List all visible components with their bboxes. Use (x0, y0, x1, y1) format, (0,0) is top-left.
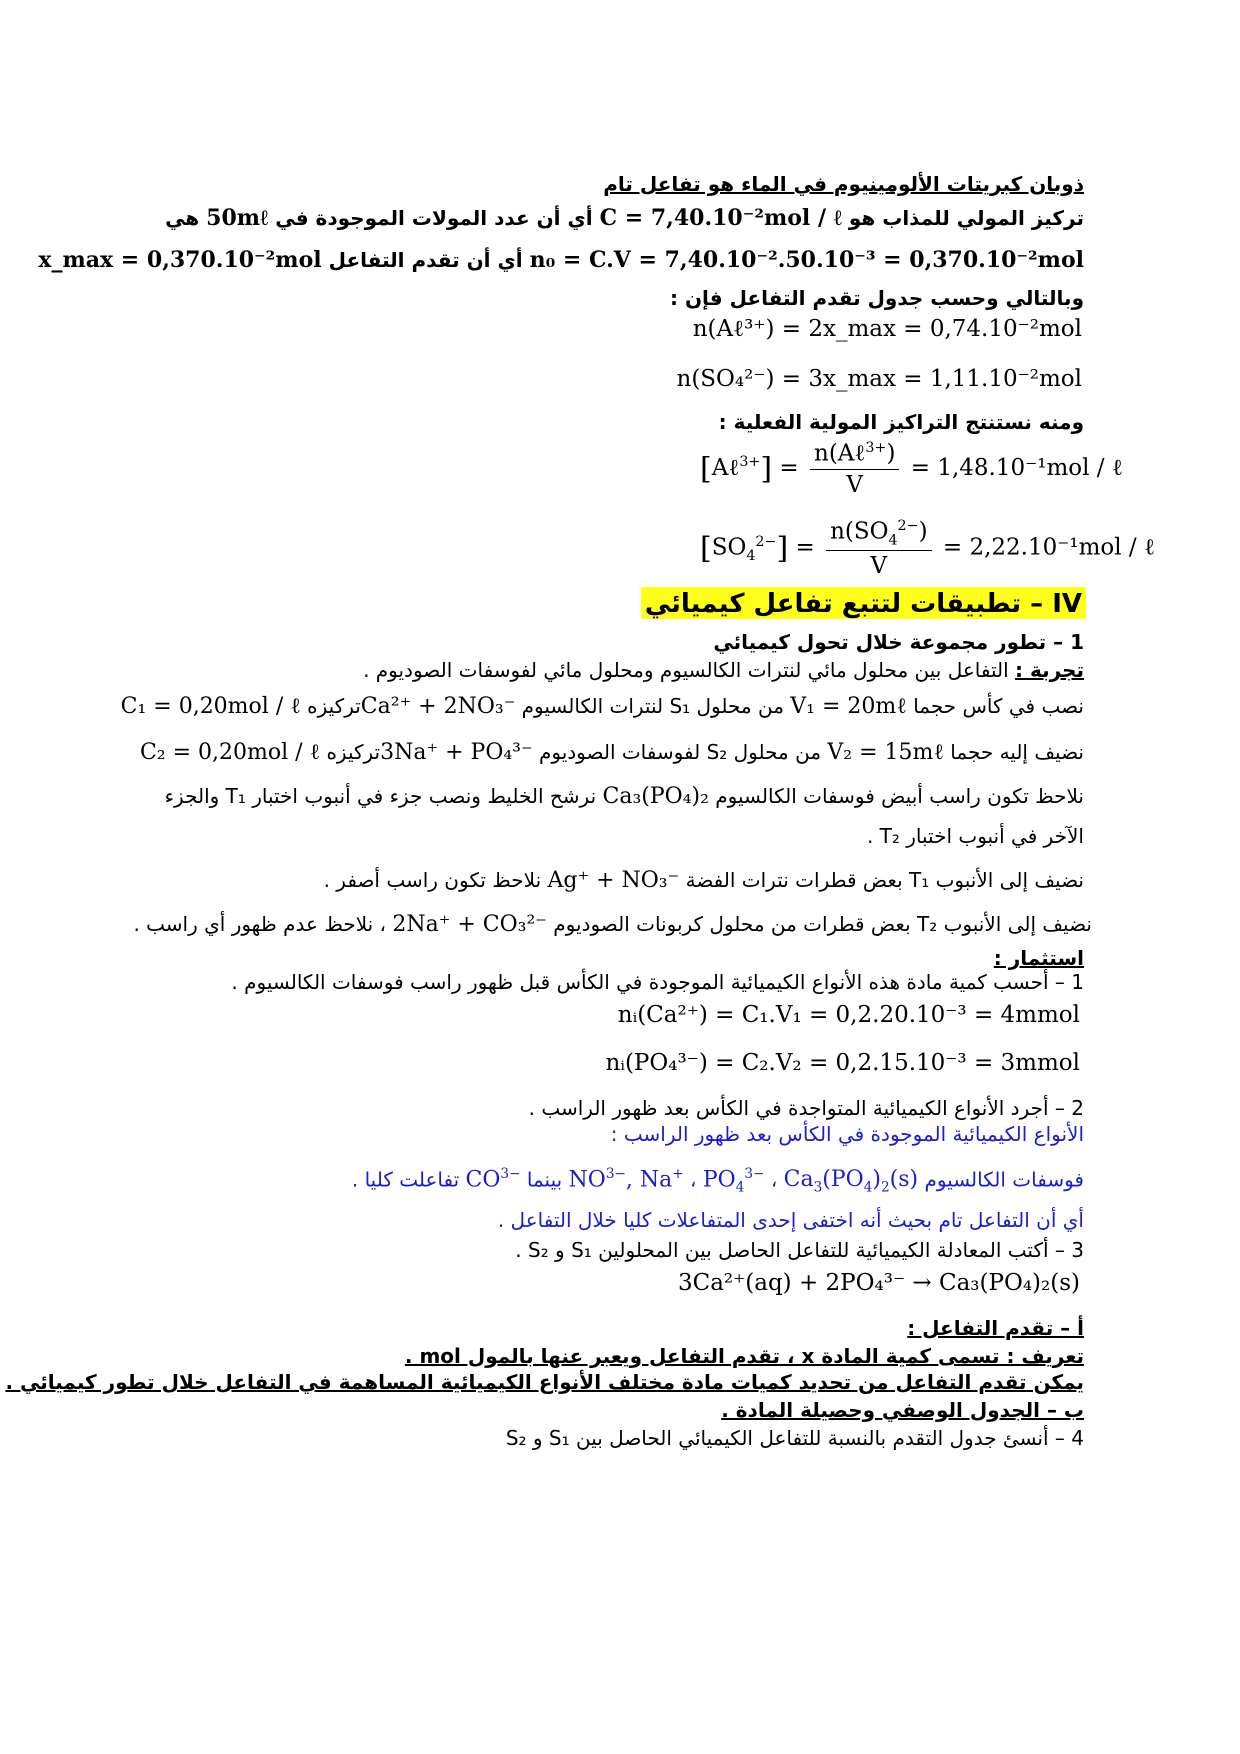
answer-2-reacted: تفاعلت كليا . (351, 1167, 460, 1192)
answer-2-line-1 (611, 1120, 1084, 1148)
step-2-c: تركيزه (326, 740, 381, 764)
step-6-b: ، نلاحظ عدم ظهور أي راسب . (133, 912, 387, 936)
experiment-label: تجربة : (1015, 658, 1084, 682)
step-1-c: تركيزه (307, 694, 361, 718)
step-6-ions: 2Na⁺ + CO₃²⁻ (392, 912, 547, 937)
answer-2-phosphate: فوسفات الكالسيوم (924, 1167, 1084, 1192)
answer-1-eq-1: nᵢ(Ca²⁺) = C₁.V₁ = 0,2.20.10⁻³ = 4mmol (617, 1002, 1080, 1028)
section-iv-title (641, 590, 1086, 619)
step-1-volume: V₁ = 20mℓ (790, 694, 907, 719)
step-2-volume: V₂ = 15mℓ (827, 740, 944, 765)
n-al-equation: n(Aℓ³⁺) = 2x_max = 0,74.10⁻²mol (692, 316, 1082, 342)
step-1-a: نصب في كأس حجما (913, 694, 1084, 718)
question-4-text: 4 – أنسئ جدول التقدم بالنسبة للتفاعل الكيميائي الحاصل بين S₁ و S₂ (505, 1426, 1084, 1450)
exploitation-text: استثمار : (993, 946, 1084, 970)
reaction-equation: 3Ca²⁺(aq) + 2PO₄³⁻ → Ca₃(PO₄)₂(s) (677, 1270, 1080, 1296)
definition-text: تعريف : تسمى كمية المادة x ، تقدم التفاعل ويعبر عنها بالمول mol . (404, 1344, 1084, 1368)
answer-2-line-3 (498, 1206, 1084, 1234)
conc-text-a: تركيز المولي للمذاب هو (848, 206, 1084, 230)
step-1-b: من محلول S₁ لنترات الكالسيوم (521, 694, 784, 718)
question-3-text: 3 – أكتب المعادلة الكيميائية للتفاعل الحاصل بين المحلولين S₁ و S₂ . (515, 1238, 1084, 1262)
therefore-text: وبالتالي وحسب جدول تقدم التفاعل فإن : (669, 286, 1084, 310)
step-5-line (324, 866, 1084, 895)
answer-2-text-3: أي أن التفاعل تام بحيث أنه اختفى إحدى المتفاعلات كليا خلال التفاعل . (497, 1208, 1084, 1232)
definition-text-2: يمكن تقدم التفاعل من تحديد كميات مادة مختلف الأنواع الكيميائية المساهمة في التفاعل خلال تطور كيميائي . (5, 1370, 1084, 1394)
section-iv-title-text: IV – تطبيقات لتتبع تفاعل كيميائي (641, 587, 1086, 619)
subsection-1-text: 1 – تطور مجموعة خلال تحول كيميائي (713, 630, 1084, 654)
step-2-b: من محلول S₂ لفوسفات الصوديوم (538, 740, 822, 764)
answer-1-eq-2: nᵢ(PO₄³⁻) = C₂.V₂ = 0,2.15.10⁻³ = 3mmol (605, 1050, 1080, 1076)
deduce-line (719, 408, 1084, 436)
step-3-formula: Ca₃(PO₄)₂ (602, 784, 709, 809)
deduce-text: ومنه نستنتج التراكيز المولية الفعلية : (718, 410, 1084, 434)
experiment-line (363, 656, 1084, 684)
therefore-line (670, 284, 1084, 312)
question-1 (231, 968, 1084, 996)
subsection-a (907, 1314, 1084, 1342)
step-3-b: نرشح الخليط ونصب جزء في أنبوب اختبار T₁ والجزء (164, 784, 597, 808)
c-so4-equation: $[SO_4^{2-}]$ = $\frac{n(SO_4^{2-})}{V}$ = 2,22.10⁻¹mol / ℓ (700, 518, 1155, 580)
answer-2-text-1: الأنواع الكيميائية الموجودة في الكأس بعد ظهور الراسب : (610, 1122, 1084, 1146)
conc-equation: C = 7,40.10⁻²mol / ℓ (599, 205, 842, 231)
question-2 (529, 1094, 1084, 1122)
step-6-line (133, 910, 1092, 939)
question-3 (515, 1236, 1084, 1264)
experiment-text: التفاعل بين محلول مائي لنترات الكالسيوم ومحلول مائي لفوسفات الصوديوم . (363, 658, 1009, 682)
n0-equation: n₀ = C.V = 7,40.10⁻².50.10⁻³ = 0,370.10⁻²mol (529, 247, 1084, 273)
step-5-a: نضيف إلى الأنبوب T₁ بعض قطرات نترات الفضة (685, 868, 1084, 892)
answer-2-while: بينما (526, 1167, 563, 1192)
step-3-line (165, 782, 1084, 811)
volume-value: 50mℓ (206, 205, 269, 231)
step-5-b: نلاحظ تكون راسب أصفر . (323, 868, 542, 892)
advancement-line (38, 246, 1084, 274)
conc-text-c: هي (165, 206, 200, 230)
concentration-line (165, 204, 1084, 232)
c-so4-result: = 2,22.10⁻¹mol / ℓ (942, 534, 1155, 561)
subsection-b (721, 1396, 1084, 1424)
step-5-ions: Ag⁺ + NO₃⁻ (547, 868, 680, 893)
c-al-equation: [Aℓ$^{3+}$] = $\frac{n(A\ell^{3+})}{V}$ = 1,48.10⁻¹mol / ℓ (700, 440, 1123, 498)
n-so4-equation: n(SO₄²⁻) = 3x_max = 1,11.10⁻²mol (676, 366, 1082, 392)
subsection-1 (713, 628, 1084, 656)
step-1-line (121, 692, 1084, 721)
step-2-conc: C₂ = 0,20mol / ℓ (139, 740, 321, 765)
advancement-text: أي أن تقدم التفاعل (328, 248, 523, 272)
xmax-equation: x_max = 0,370.10⁻²mol (38, 247, 322, 273)
answer-2-line-2: فوسفات الكالسيوم $Ca_3(PO_4)_2(s)$ ، $PO_4^{3-}$ ، $NO^{3-}$, Na+ بينما $CO^{3-}$ تفاعلت كليا . (351, 1166, 1084, 1196)
conc-text-b: أي أن عدد المولات الموجودة في (275, 206, 593, 230)
definition-line (405, 1342, 1084, 1370)
dissolution-statement (603, 170, 1084, 198)
question-2-text: 2 – أجرد الأنواع الكيميائية المتواجدة في الكأس بعد ظهور الراسب . (528, 1096, 1084, 1120)
step-2-a: نضيف إليه حجما (950, 740, 1084, 764)
step-6-a: نضيف إلى الأنبوب T₂ بعض قطرات من محلول كربونات الصوديوم (553, 912, 1092, 936)
step-4-text: الآخر في أنبوب اختبار T₂ . (866, 824, 1084, 848)
question-1-text: 1 – أحسب كمية مادة هذه الأنواع الكيميائية الموجودة في الكأس قبل ظهور راسب فوسفات الكالسيوم . (231, 970, 1084, 994)
step-3-a: نلاحظ تكون راسب أبيض فوسفات الكالسيوم (715, 784, 1084, 808)
step-2-line (140, 738, 1084, 767)
c-al-result: = 1,48.10⁻¹mol / ℓ (910, 454, 1123, 481)
dissolution-text: ذوبان كبريتات الألومينيوم في الماء هو تفاعل تام (603, 172, 1084, 196)
subsection-b-text: ب – الجدول الوصفي وحصيلة المادة . (721, 1398, 1084, 1422)
step-1-conc: C₁ = 0,20mol / ℓ (120, 694, 301, 719)
step-1-ions: Ca²⁺ + 2NO₃⁻ (360, 694, 516, 719)
step-4-line (867, 822, 1084, 850)
step-2-ions: 3Na⁺ + PO₄³⁻ (380, 740, 533, 765)
definition-line-2 (5, 1368, 1084, 1396)
question-4 (506, 1424, 1084, 1452)
subsection-a-text: أ – تقدم التفاعل : (907, 1316, 1084, 1340)
